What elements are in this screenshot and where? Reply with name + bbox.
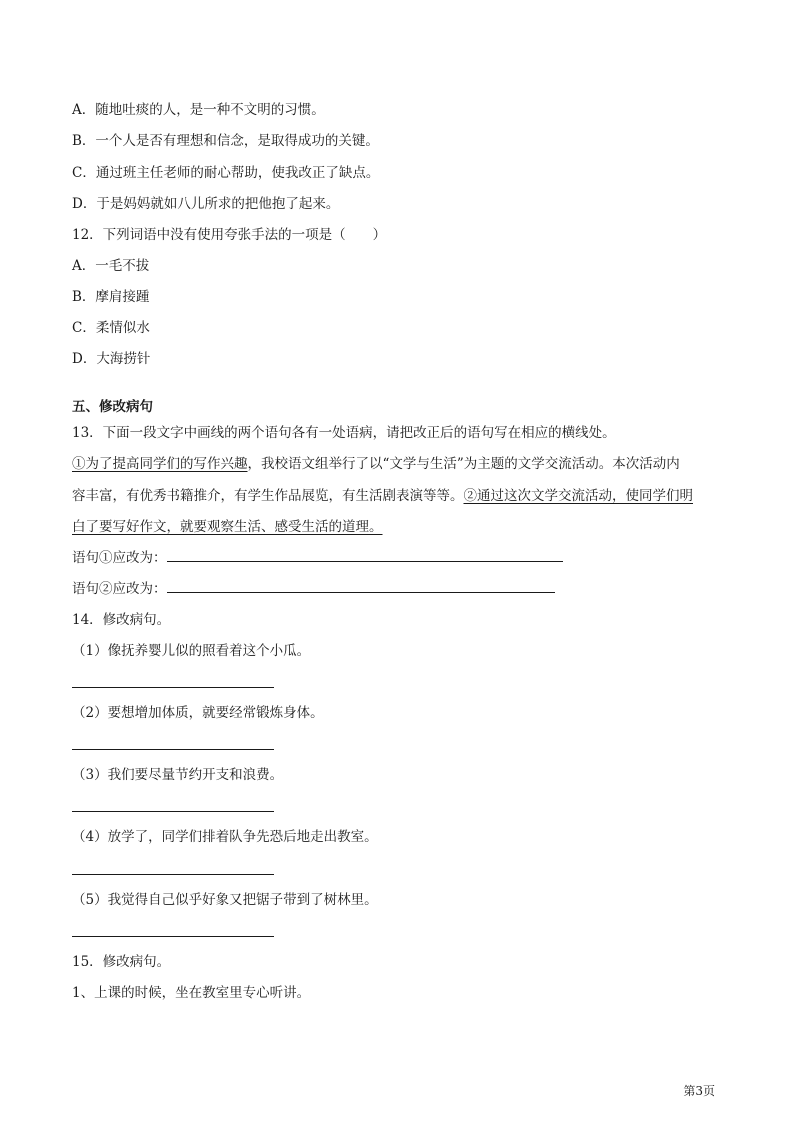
q11-option-d: D．于是妈妈就如八儿所求的把他抱了起来。: [72, 196, 340, 212]
q13-answer-blank-2[interactable]: [167, 579, 555, 593]
q15-stem: 15．修改病句。: [72, 954, 171, 970]
q13-passage-text: 容丰富，有优秀书籍推介，有学生作品展览，有生活剧表演等等。: [72, 488, 464, 504]
q14-item-5: （5）我觉得自己似乎好象又把锯子带到了树林里。: [72, 892, 378, 908]
q14-answer-line-2[interactable]: [72, 749, 274, 750]
q13-sentence-2-underlined: ②通过这次文学交流活动，使同学们明: [463, 488, 693, 504]
q14-answer-line-5[interactable]: [72, 936, 274, 937]
q13-passage-line-2: [72, 486, 693, 506]
q13-stem: 13．下面一段文字中画线的两个语句各有一处语病，请把改正后的语句写在相应的横线处。: [72, 425, 616, 441]
q14-item-3: （3）我们要尽量节约开支和浪费。: [72, 767, 284, 783]
q12-stem: 12．下列词语中没有使用夸张手法的一项是（ ）: [72, 227, 387, 243]
page-number: 第3页: [683, 1084, 715, 1098]
q12-option-b: B．摩肩接踵: [72, 289, 150, 305]
q13-answer-label-1: 语句①应改为：: [72, 550, 167, 566]
q11-option-b: B．一个人是否有理想和信念，是取得成功的关键。: [72, 133, 379, 149]
section-title: 五、修改病句: [72, 399, 153, 415]
q13-answer-blank-1[interactable]: [167, 548, 563, 562]
q13-answer-row-2: [72, 579, 555, 599]
q14-answer-line-1[interactable]: [72, 687, 274, 688]
q14-stem: 14．修改病句。: [72, 612, 171, 628]
q13-sentence-1-underlined: ①为了提高同学们的写作兴趣: [72, 456, 248, 472]
q11-option-a: A．随地吐痰的人，是一种不文明的习惯。: [72, 102, 325, 118]
q11-option-c: C．通过班主任老师的耐心帮助，使我改正了缺点。: [72, 165, 380, 181]
q14-item-1: （1）像抚养婴儿似的照看着这个小瓜。: [72, 643, 311, 659]
q12-option-a: A．一毛不拔: [72, 258, 150, 274]
q14-answer-line-3[interactable]: [72, 811, 274, 812]
q12-option-d: D．大海捞针: [72, 351, 151, 367]
q13-passage-line-1: [72, 454, 680, 474]
q13-sentence-2-underlined: 白了要写好作文，就要观察生活、感受生活的道理。: [72, 519, 383, 535]
q14-item-2: （2）要想增加体质，就要经常锻炼身体。: [72, 705, 324, 721]
q14-item-4: （4）放学了，同学们排着队争先恐后地走出教室。: [72, 829, 378, 845]
q13-passage-text: ，我校语文组举行了以“文学与生活”为主题的文学交流活动。本次活动内: [247, 456, 680, 472]
q15-item-1: 1、上课的时候，坐在教室里专心听讲。: [72, 985, 311, 1001]
q12-option-c: C．柔情似水: [72, 320, 150, 336]
q13-passage-line-3: [72, 517, 383, 537]
q13-answer-label-2: 语句②应改为：: [72, 581, 167, 597]
q14-answer-line-4[interactable]: [72, 874, 274, 875]
q13-answer-row-1: [72, 548, 563, 568]
